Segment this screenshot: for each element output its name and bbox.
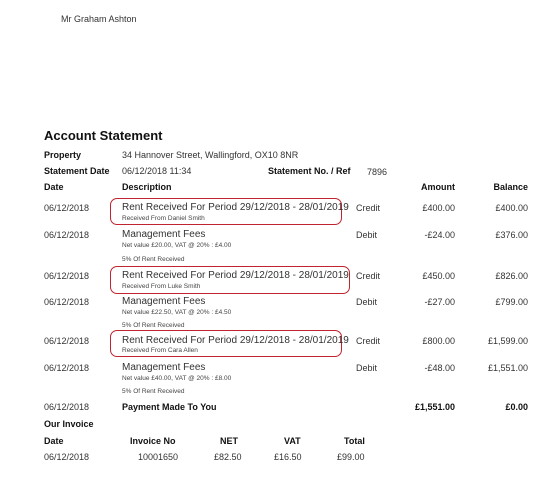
invoice-header-number: Invoice No [130,436,176,446]
row-detail: Net value £22.50, VAT @ 20% : £4.50 [122,309,232,316]
row-description: Rent Received For Period 29/12/2018 - 28/01/2019 [122,202,349,213]
payment-amount: £1,551.00 [414,402,455,412]
property-value: 34 Hannover Street, Wallingford, OX10 8NR [122,150,299,160]
row-balance: £1,599.00 [487,336,528,346]
row-description: Management Fees [122,362,206,373]
row-type: Credit [356,203,381,213]
statement-date-label: Statement Date [44,166,110,176]
row-amount: £450.00 [422,271,455,281]
invoice-number: 10001650 [138,452,179,462]
row-note: 5% Of Rent Received [122,322,185,329]
row-type: Credit [356,336,381,346]
payment-description: Payment Made To You [122,402,217,412]
statement-no-label: Statement No. / Ref [268,166,351,176]
row-type: Debit [356,363,378,373]
property-label: Property [44,150,82,160]
row-description: Rent Received For Period 29/12/2018 - 28/01/2019 [122,335,349,346]
row-balance: £400.00 [495,203,528,213]
row-detail: Net value £40.00, VAT @ 20% : £8.00 [122,375,232,382]
row-amount: -£24.00 [424,230,455,240]
invoice-date: 06/12/2018 [44,452,90,462]
column-balance-header: Balance [493,182,528,192]
invoice-header-total: Total [344,436,365,446]
statement-date-value: 06/12/2018 11:34 [122,166,192,176]
row-balance: £1,551.00 [487,363,528,373]
row-type: Debit [356,230,378,240]
payment-balance: £0.00 [505,402,528,412]
column-description-header: Description [122,182,172,192]
invoice-header-date: Date [44,436,64,446]
statement-title: Account Statement [44,128,163,143]
row-detail: Received From Daniel Smith [122,215,205,222]
row-date: 06/12/2018 [44,271,90,281]
invoice-header-vat: VAT [284,436,301,446]
row-description: Management Fees [122,296,206,307]
recipient-name: Mr Graham Ashton [61,14,137,24]
invoice-net: £82.50 [214,452,242,462]
row-note: 5% Of Rent Received [122,256,185,263]
row-balance: £376.00 [495,230,528,240]
row-amount: -£48.00 [424,363,455,373]
row-type: Credit [356,271,381,281]
row-date: 06/12/2018 [44,297,90,307]
row-description: Rent Received For Period 29/12/2018 - 28/01/2019 [122,270,349,281]
statement-no-value: 7896 [367,167,388,177]
row-detail: Net value £20.00, VAT @ 20% : £4.00 [122,242,232,249]
invoice-section-title: Our Invoice [44,419,94,429]
row-date: 06/12/2018 [44,336,90,346]
invoice-vat: £16.50 [274,452,302,462]
row-detail: Received From Luke Smith [122,283,201,290]
invoice-total: £99.00 [337,452,365,462]
row-amount: £800.00 [422,336,455,346]
row-amount: -£27.00 [424,297,455,307]
payment-date: 06/12/2018 [44,402,90,412]
row-balance: £826.00 [495,271,528,281]
row-type: Debit [356,297,378,307]
row-detail: Received From Cara Allen [122,347,198,354]
row-date: 06/12/2018 [44,203,90,213]
row-date: 06/12/2018 [44,363,90,373]
row-note: 5% Of Rent Received [122,388,185,395]
row-amount: £400.00 [422,203,455,213]
column-amount-header: Amount [421,182,455,192]
invoice-header-net: NET [220,436,238,446]
row-date: 06/12/2018 [44,230,90,240]
column-date-header: Date [44,182,64,192]
row-description: Management Fees [122,229,206,240]
row-balance: £799.00 [495,297,528,307]
